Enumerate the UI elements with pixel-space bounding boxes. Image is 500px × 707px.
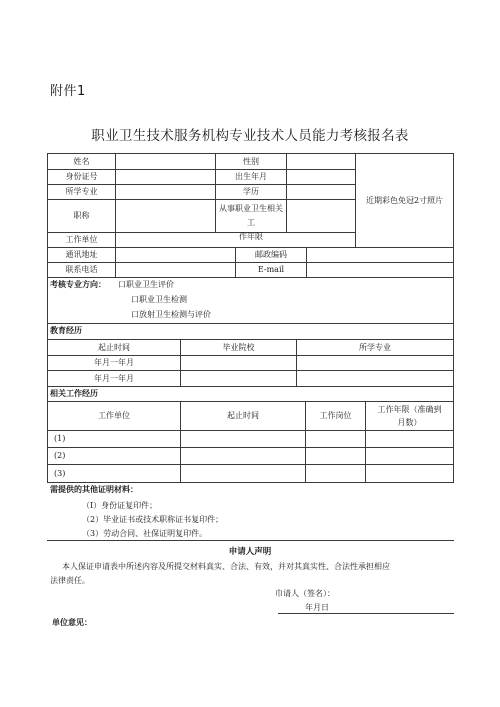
education-field[interactable] — [287, 185, 355, 199]
unit-opinion-label: 单位意见： — [52, 618, 92, 627]
materials-item-id: （I）身份证复印件； — [82, 501, 158, 510]
employer-label: 工作单位 — [65, 235, 98, 244]
id-number-field[interactable] — [116, 170, 215, 184]
address-label: 通讯地址 — [65, 250, 98, 259]
exam-option-evaluation[interactable]: 口职业卫生评价 — [118, 280, 174, 289]
name-label: 姓名 — [73, 156, 90, 166]
materials-item-contract: （3）劳动合同、社保证明复印件。 — [82, 529, 208, 538]
title-field[interactable] — [116, 200, 215, 232]
work-col-years: 工作年限（准确到 月数） — [377, 405, 442, 427]
work-col-employer: 工作单位 — [98, 411, 130, 420]
work-years-label: 从事职业卫生相关工 作年限 — [219, 204, 283, 241]
name-field[interactable] — [116, 154, 215, 169]
declaration-body-line1: 本人保证申请表中所述内容及所提交材料真实、合法、有效，并对其真实性、合法性承担相应 — [62, 562, 390, 571]
materials-heading: 需提供的其他证明材料： — [50, 485, 138, 494]
exam-option-radiation[interactable]: 口放射卫生检测与评价 — [131, 310, 211, 319]
declaration-body-line2: 法律责任。 — [50, 576, 90, 585]
phone-label: 联系电话 — [65, 265, 98, 274]
postcode-label: 邮政编码 — [255, 250, 287, 259]
education-row-period[interactable]: 年月一年月 — [94, 358, 134, 367]
title-label: 职称 — [73, 211, 90, 220]
email-field[interactable] — [307, 263, 453, 277]
work-row-number: (1) — [54, 434, 66, 443]
table-border-right — [453, 153, 454, 483]
education-col-period: 起止时间 — [98, 342, 130, 352]
postcode-field[interactable] — [307, 248, 453, 262]
materials-item-diploma: （2）毕业证书或技术职称证书复印件； — [82, 515, 224, 524]
signature-label: 巾请人（签名）： — [275, 589, 335, 598]
gender-label: 性别 — [243, 156, 259, 166]
attachment-label: 附件1 — [50, 84, 86, 99]
exam-direction-label: 考核专业方向： — [50, 280, 106, 289]
address-field[interactable] — [116, 248, 235, 262]
sign-date[interactable]: 年月日 — [305, 603, 329, 612]
work-col-period: 起止时间 — [227, 411, 259, 420]
gender-field[interactable] — [287, 154, 355, 169]
work-col-post: 工作岗位 — [319, 411, 352, 420]
work-row-number: (3) — [54, 468, 66, 478]
signature-field[interactable] — [345, 588, 445, 600]
birth-date-label: 出生年月 — [235, 172, 267, 181]
table-border-bottom — [47, 482, 454, 483]
photo-placeholder[interactable]: 近期彩色免冠2寸照片 — [365, 195, 444, 205]
education-col-school: 毕业院校 — [222, 342, 255, 352]
id-number-label: 身份证号 — [65, 172, 98, 181]
exam-option-testing[interactable]: 口职业卫生检测 — [131, 295, 187, 304]
education-col-major: 所学专业 — [359, 342, 391, 352]
declaration-heading: 申请人声明 — [228, 547, 272, 557]
education-row-period[interactable]: 年月一年月 — [94, 373, 134, 383]
work-row-number: (2) — [54, 451, 66, 460]
form-title: 职业卫生技术服务机构专业技术人员能力考核报名表 — [91, 128, 409, 144]
employer-field[interactable] — [116, 233, 355, 247]
declaration-separator — [47, 540, 454, 541]
work-heading: 相关工作经历 — [50, 389, 98, 398]
email-label: E-mail — [257, 265, 285, 274]
major-label: 所学专业 — [65, 187, 98, 196]
work-years-field[interactable] — [287, 200, 355, 232]
phone-field[interactable] — [116, 263, 235, 277]
major-field[interactable] — [116, 185, 215, 199]
education-heading: 教育经历 — [50, 326, 82, 335]
education-label: 学历 — [243, 187, 259, 196]
birth-date-field[interactable] — [287, 170, 355, 184]
